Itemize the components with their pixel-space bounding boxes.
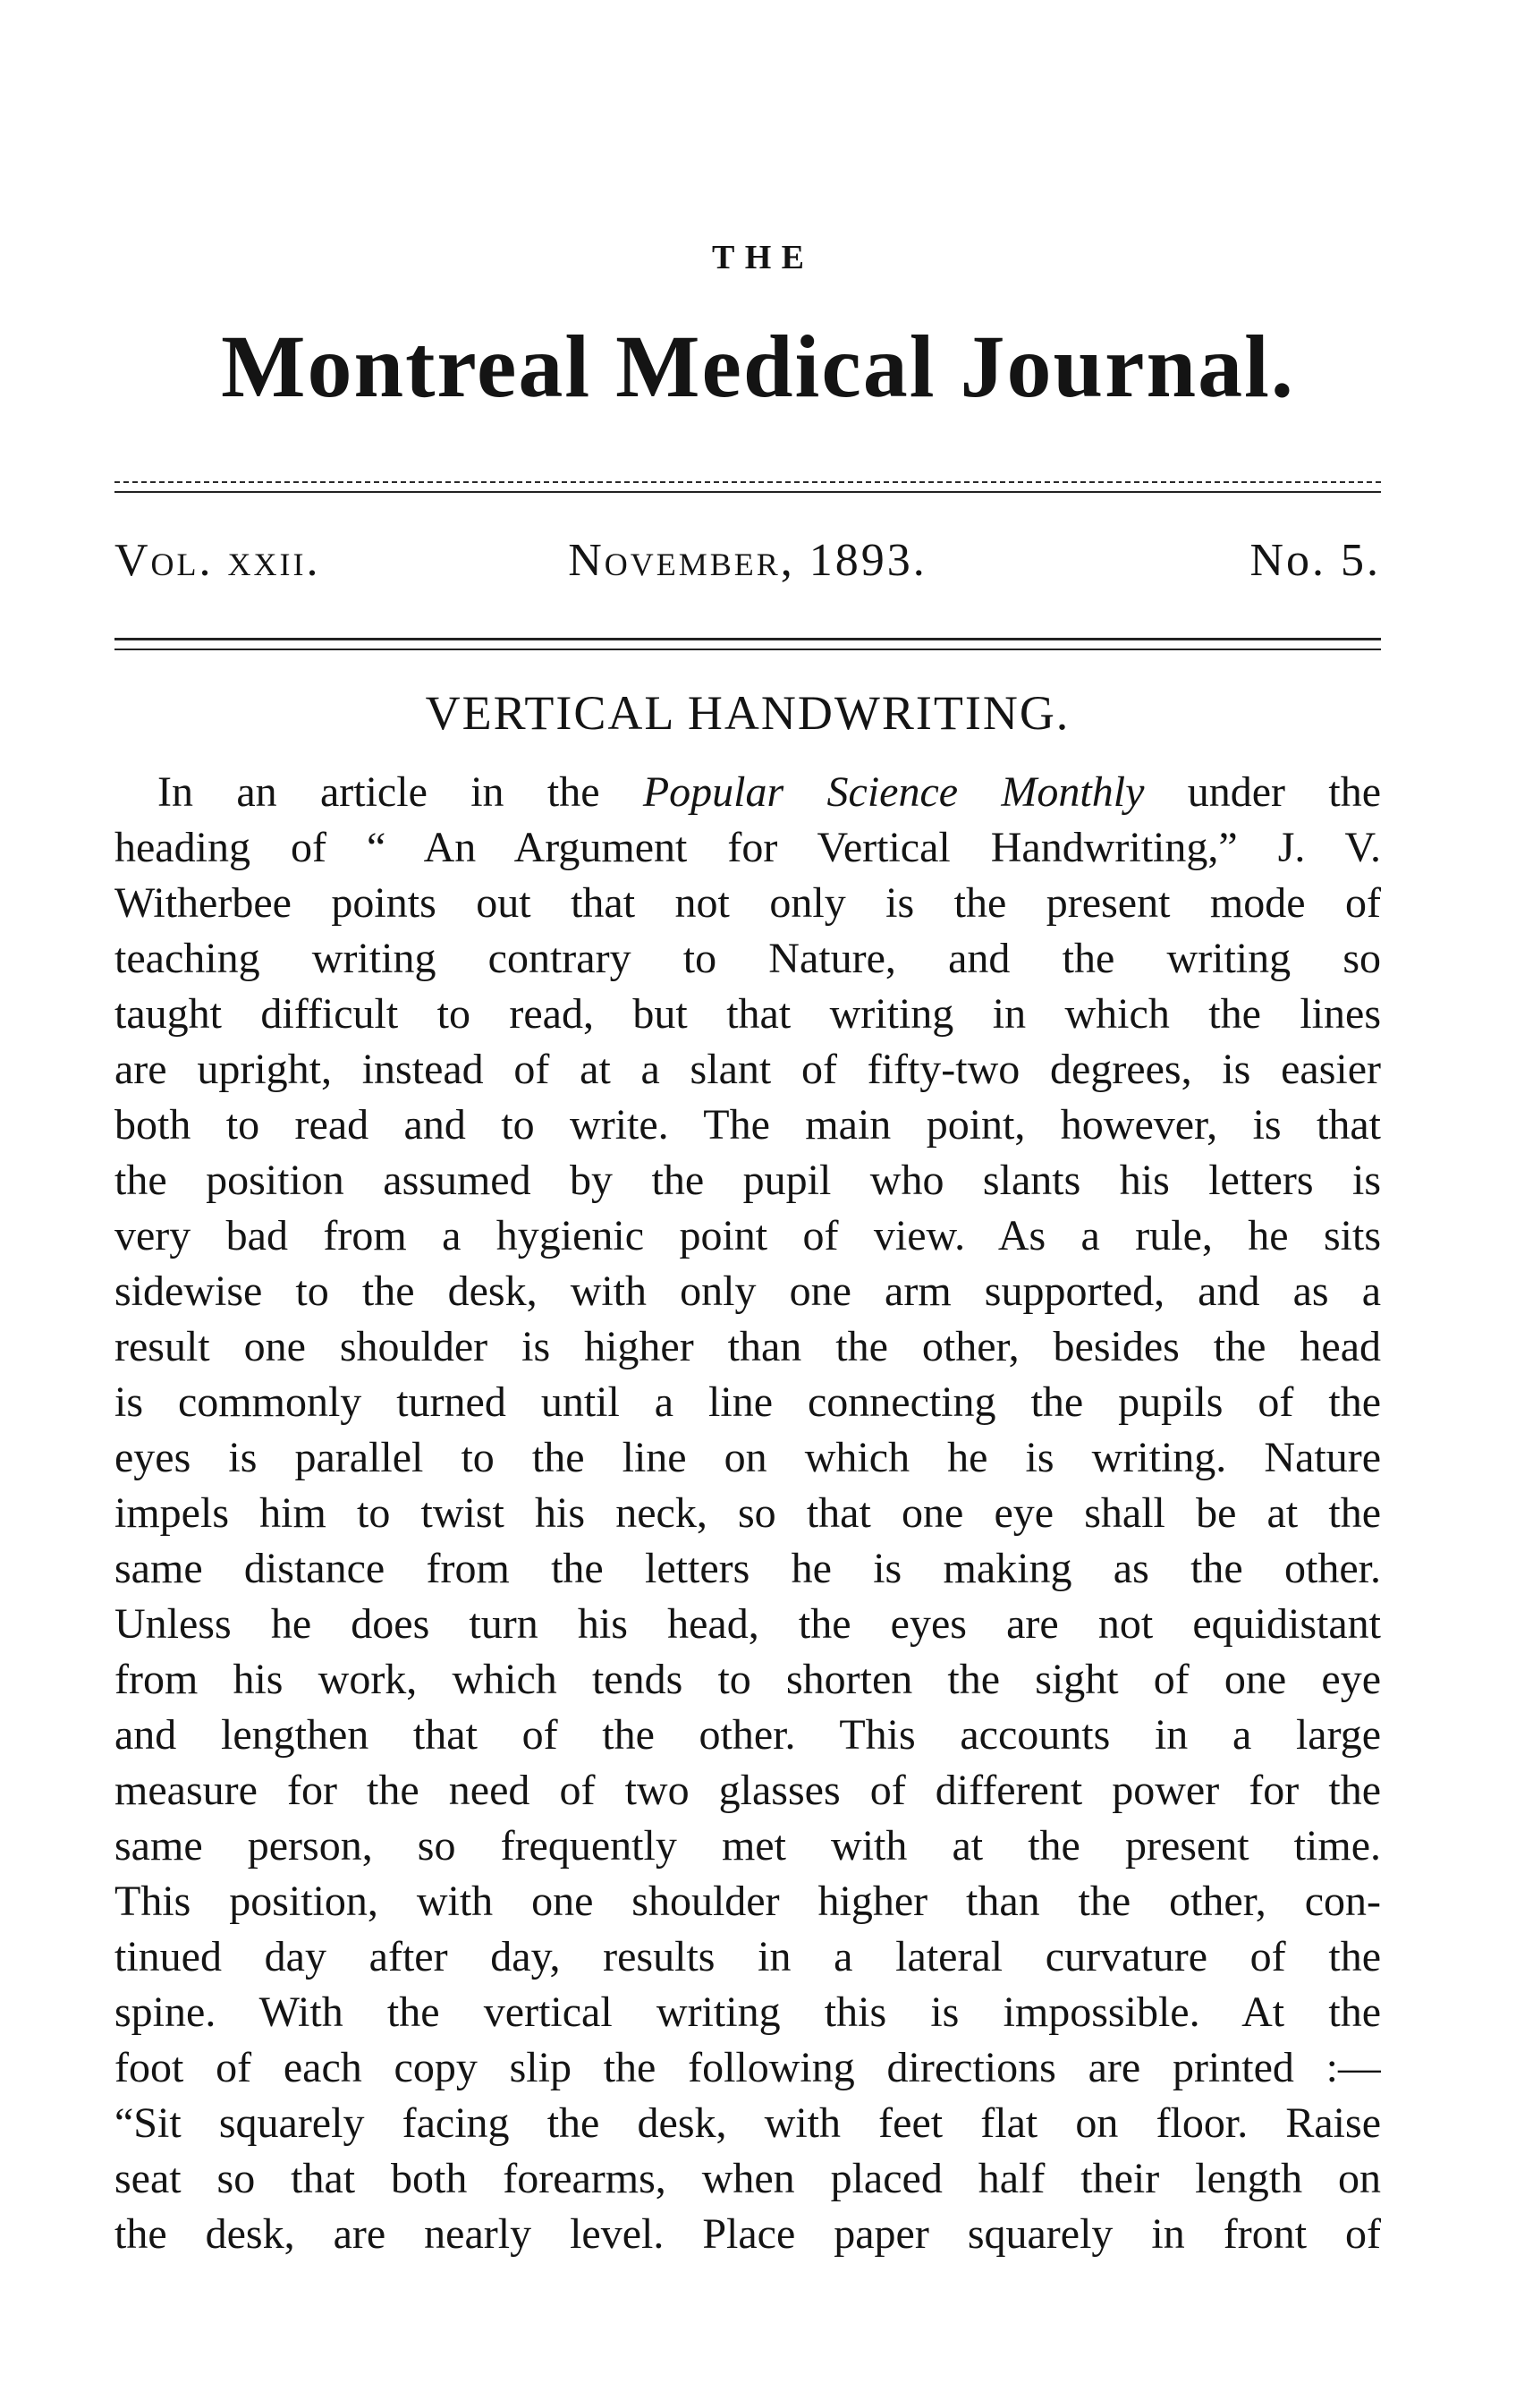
masthead-article-word: THE [711,239,815,276]
issue-date: November, 1893. [568,535,927,586]
text-line: is commonly turned until a line connecting the pupils of the [114,1378,1381,1426]
text-line: from his work, which tends to shorten the sight of one eye [114,1656,1381,1703]
volume-number: Vol. xxii. [114,535,321,586]
text-line: taught difficult to read, but that writing in which the lines [114,990,1381,1038]
text-line: seat so that both forearms, when placed half their length on [114,2155,1381,2202]
issue-rule-lower [114,649,1381,650]
text-line [114,765,1381,820]
text-line: “Sit squarely facing the desk, with feet flat on floor. Raise [114,2099,1381,2147]
text-line: spine. With the vertical writing this is impossible. At the [114,1988,1381,2036]
text-line: very bad from a hygienic point of view. As a rule, he sits [114,1212,1381,1259]
issue-bar [114,533,1381,589]
text-line: the position assumed by the pupil who slants his letters is [114,1157,1381,1204]
text-line: measure for the need of two glasses of different power for the [114,1767,1381,1814]
text-line: Unless he does turn his head, the eyes are not equidistant [114,1600,1381,1648]
text-line: eyes is parallel to the line on which he is writing. Nature [114,1434,1381,1481]
text-line: impels him to twist his neck, so that one eye shall be at the [114,1489,1381,1537]
article-body [114,765,1381,2262]
text-line: teaching writing contrary to Nature, and the writing so [114,935,1381,982]
text-line: the desk, are nearly level. Place paper squarely in front of [114,2210,1381,2258]
periodical-title: Popular Science Monthly [642,768,1145,816]
journal-title: Montreal Medical Journal. [221,317,1295,416]
text-run: In an article in the [157,768,643,816]
issue-rule-upper [114,638,1381,640]
text-line: same person, so frequently met with at the present time. [114,1822,1381,1870]
text-line: both to read and to write. The main point, however, is that [114,1101,1381,1149]
text-line: tinued day after day, results in a lateral curvature of the [114,1933,1381,1980]
text-line: This position, with one shoulder higher than the other, con- [114,1878,1381,1925]
text-line: are upright, instead of at a slant of fifty-two degrees, is easier [114,1046,1381,1093]
issue-number: No. 5. [1249,535,1381,586]
text-line: heading of “ An Argument for Vertical Handwriting,” J. V. [114,824,1381,871]
article-heading: VERTICAL HANDWRITING. [425,686,1071,740]
text-line: result one shoulder is higher than the other, besides the head [114,1323,1381,1370]
text-line: and lengthen that of the other. This accounts in a large [114,1711,1381,1759]
text-line: sidewise to the desk, with only one arm supported, and as a [114,1268,1381,1315]
text-line: foot of each copy slip the following directions are printed :— [114,2044,1381,2091]
text-line: same distance from the letters he is making as the other. [114,1545,1381,1592]
text-run: under the [1144,768,1381,816]
masthead-rule-upper [114,481,1381,483]
text-line: Witherbee points out that not only is the present mode of [114,879,1381,927]
masthead-rule-lower [114,491,1381,493]
